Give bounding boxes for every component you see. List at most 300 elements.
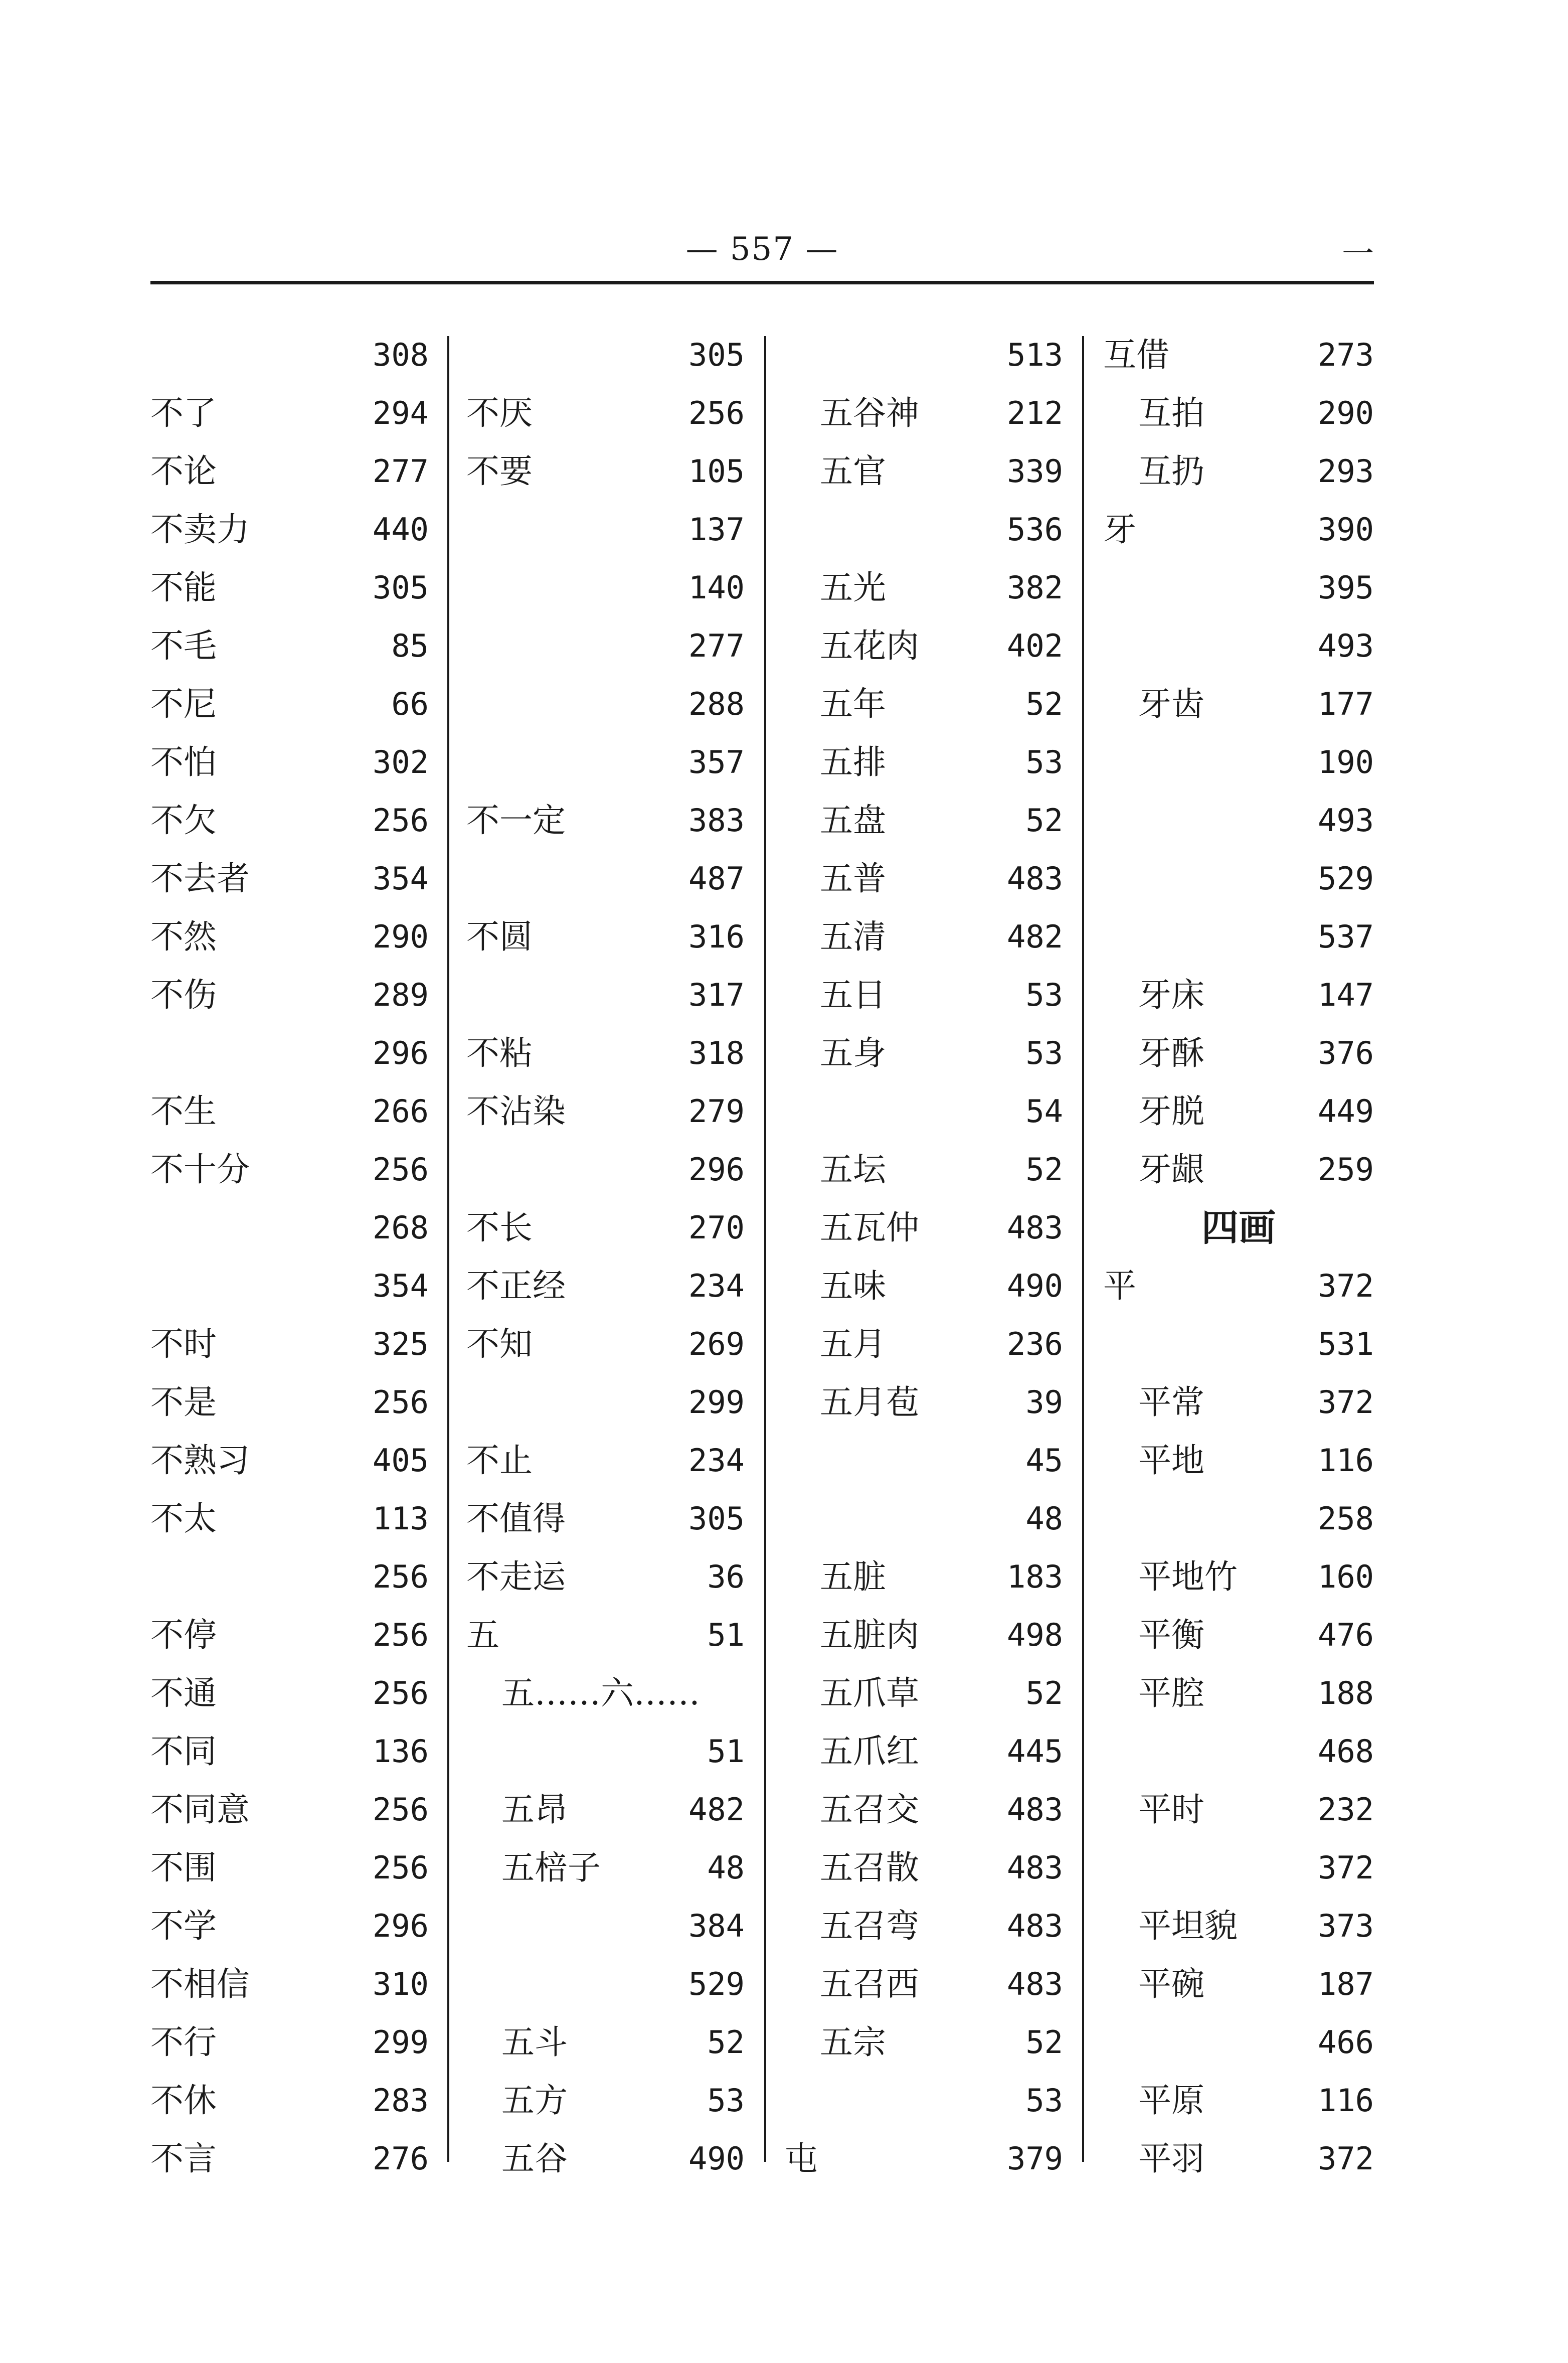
entry-page-number: 373 <box>1318 1908 1374 1944</box>
entry-page-number: 147 <box>1318 977 1374 1013</box>
entry-page-number: 45 <box>1025 1442 1063 1479</box>
entry-term: 不学 <box>150 1907 217 1945</box>
entry-term: 五普 <box>820 859 886 898</box>
index-entry <box>466 1955 745 2013</box>
index-entry <box>466 792 745 850</box>
index-entry <box>1103 1548 1374 1606</box>
section-heading-text: 四画 <box>1201 1206 1276 1249</box>
index-entry <box>466 1897 745 1955</box>
index-entry <box>150 1897 429 1955</box>
entry-page-number: 290 <box>373 918 429 955</box>
entry-term: 五召交 <box>820 1790 919 1829</box>
entry-term: 不粘 <box>466 1034 533 1072</box>
entry-page-number: 483 <box>1007 1966 1063 2002</box>
index-entry <box>466 966 745 1024</box>
entry-term: 平坦貌 <box>1138 1907 1238 1945</box>
entry-page-number: 483 <box>1007 1849 1063 1886</box>
entry-term: 五瓦仲 <box>820 1208 919 1247</box>
entry-page-number: 105 <box>688 453 745 490</box>
entry-term: 五召散 <box>820 1848 919 1887</box>
index-entry <box>150 1839 429 1897</box>
entry-term: 不值得 <box>466 1499 566 1538</box>
entry-term: 不走运 <box>466 1557 566 1596</box>
entry-term: 平原 <box>1138 2081 1204 2120</box>
entry-term: 五日 <box>820 976 886 1014</box>
entry-page-number: 116 <box>1318 2082 1374 2119</box>
index-entry <box>1103 1373 1374 1432</box>
index-entry <box>150 1315 429 1373</box>
index-entry <box>1103 1839 1374 1897</box>
entry-page-number: 296 <box>373 1908 429 1944</box>
entry-page-number: 468 <box>1318 1733 1374 1770</box>
entry-page-number: 536 <box>1007 511 1063 548</box>
index-entry <box>785 1024 1063 1082</box>
index-entry <box>466 1373 745 1432</box>
entry-term: 五昂 <box>501 1790 568 1829</box>
index-entry <box>150 675 429 733</box>
index-entry <box>466 1839 745 1897</box>
index-entry <box>150 1548 429 1606</box>
entry-page-number: 294 <box>373 395 429 431</box>
index-entry <box>150 1664 429 1722</box>
entry-page-number: 482 <box>688 1791 745 1828</box>
index-entry <box>1103 1257 1374 1315</box>
index-entry <box>150 1490 429 1548</box>
entry-term: 不相信 <box>150 1965 250 2003</box>
index-entry <box>1103 1141 1374 1199</box>
entry-term: 不能 <box>150 568 217 607</box>
entry-page-number: 395 <box>1318 569 1374 606</box>
column-divider <box>764 336 766 2162</box>
index-entry <box>1103 2072 1374 2130</box>
entry-page-number: 305 <box>688 1500 745 1537</box>
index-column-4 <box>1103 326 1374 2178</box>
entry-page-number: 277 <box>688 627 745 664</box>
entry-term: 不怕 <box>150 743 217 781</box>
entry-term: 五宗 <box>820 2023 886 2062</box>
index-entry <box>150 1199 429 1257</box>
entry-page-number: 256 <box>373 1849 429 1886</box>
entry-page-number: 466 <box>1318 2024 1374 2061</box>
index-entry <box>466 559 745 617</box>
entry-term: 牙床 <box>1138 976 1204 1014</box>
entry-term: 平羽 <box>1138 2139 1204 2178</box>
entry-page-number: 256 <box>373 802 429 839</box>
entry-page-number: 283 <box>373 2082 429 2119</box>
entry-term: 五脏 <box>820 1557 886 1596</box>
page-number: — 557 — <box>685 231 839 268</box>
index-entry <box>150 1955 429 2013</box>
entry-term: 不是 <box>150 1383 217 1422</box>
index-entry <box>466 1257 745 1315</box>
index-entry <box>466 1606 745 1664</box>
index-entry <box>466 384 745 442</box>
entry-page-number: 476 <box>1318 1617 1374 1653</box>
index-entry <box>150 1432 429 1490</box>
entry-page-number: 305 <box>373 569 429 606</box>
index-entry <box>1103 1781 1374 1839</box>
entry-term: 不时 <box>150 1325 217 1363</box>
entry-page-number: 308 <box>373 337 429 373</box>
entry-term: 不伤 <box>150 976 217 1014</box>
index-entry <box>785 617 1063 675</box>
entry-page-number: 256 <box>373 1675 429 1711</box>
index-entry <box>785 2130 1063 2188</box>
entry-page-number: 299 <box>373 2024 429 2061</box>
entry-term: 牙酥 <box>1138 1034 1204 1072</box>
index-entry <box>785 1257 1063 1315</box>
index-entry <box>785 1141 1063 1199</box>
index-entry <box>466 2072 745 2130</box>
entry-page-number: 113 <box>373 1500 429 1537</box>
entry-term: 五味 <box>820 1267 886 1305</box>
entry-term: 牙龈 <box>1138 1150 1204 1189</box>
index-entry <box>466 1490 745 1548</box>
entry-page-number: 258 <box>1318 1500 1374 1537</box>
entry-page-number: 53 <box>1025 1035 1063 1071</box>
entry-page-number: 382 <box>1007 569 1063 606</box>
index-entry <box>785 675 1063 733</box>
entry-term: 不言 <box>150 2139 217 2178</box>
entry-page-number: 483 <box>1007 860 1063 897</box>
index-entry <box>1103 1606 1374 1664</box>
entry-term: 五排 <box>820 743 886 781</box>
entry-page-number: 48 <box>1025 1500 1063 1537</box>
entry-page-number: 160 <box>1318 1558 1374 1595</box>
entry-term: 五年 <box>820 685 886 723</box>
entry-page-number: 325 <box>373 1326 429 1362</box>
index-entry <box>150 617 429 675</box>
entry-page-number: 39 <box>1025 1384 1063 1421</box>
index-entry <box>466 2013 745 2072</box>
entry-term: 不毛 <box>150 626 217 665</box>
index-entry <box>466 1432 745 1490</box>
index-entry <box>150 326 429 384</box>
index-entry <box>1103 1082 1374 1141</box>
entry-page-number: 302 <box>373 744 429 780</box>
entry-page-number: 529 <box>1318 860 1374 897</box>
column-divider <box>447 336 449 2162</box>
entry-page-number: 531 <box>1318 1326 1374 1362</box>
header-rule <box>150 281 1374 284</box>
index-column-1 <box>150 326 429 2178</box>
entry-page-number: 310 <box>373 1966 429 2002</box>
index-entry <box>1103 1897 1374 1955</box>
index-entry <box>1103 1664 1374 1722</box>
entry-page-number: 379 <box>1007 2140 1063 2177</box>
index-entry <box>466 1082 745 1141</box>
entry-page-number: 493 <box>1318 627 1374 664</box>
entry-term: 不欠 <box>150 801 217 840</box>
entry-page-number: 256 <box>373 1558 429 1595</box>
entry-page-number: 493 <box>1318 802 1374 839</box>
entry-term: 不行 <box>150 2023 217 2062</box>
entry-page-number: 256 <box>373 1151 429 1188</box>
entry-page-number: 318 <box>688 1035 745 1071</box>
index-entry <box>785 1722 1063 1781</box>
entry-page-number: 372 <box>1318 1384 1374 1421</box>
index-entry <box>150 966 429 1024</box>
index-entry <box>150 1082 429 1141</box>
index-entry <box>785 1432 1063 1490</box>
index-entry <box>150 559 429 617</box>
entry-page-number: 187 <box>1318 1966 1374 2002</box>
index-entry <box>785 326 1063 384</box>
entry-page-number: 449 <box>1318 1093 1374 1130</box>
index-entry <box>785 1373 1063 1432</box>
entry-page-number: 354 <box>373 1268 429 1304</box>
entry-page-number: 140 <box>688 569 745 606</box>
entry-page-number: 234 <box>688 1442 745 1479</box>
entry-term: 平时 <box>1138 1790 1204 1829</box>
entry-term: 五斗 <box>501 2023 568 2062</box>
index-entry <box>1103 442 1374 501</box>
entry-term: 五谷神 <box>820 394 919 432</box>
index-entry <box>466 1315 745 1373</box>
entry-page-number: 53 <box>707 2082 745 2119</box>
index-entry <box>785 442 1063 501</box>
entry-page-number: 383 <box>688 802 745 839</box>
entry-page-number: 317 <box>688 977 745 1013</box>
entry-term: 不正经 <box>466 1267 566 1305</box>
entry-page-number: 259 <box>1318 1151 1374 1188</box>
entry-term: 五 <box>466 1616 499 1654</box>
entry-page-number: 288 <box>688 686 745 722</box>
entry-page-number: 372 <box>1318 2140 1374 2177</box>
entry-term: 不止 <box>466 1441 533 1480</box>
entry-page-number: 273 <box>1318 337 1374 373</box>
index-entry <box>785 1781 1063 1839</box>
entry-page-number: 483 <box>1007 1209 1063 1246</box>
section-heading <box>1103 1199 1374 1257</box>
entry-term: 不了 <box>150 394 217 432</box>
index-entry <box>1103 326 1374 384</box>
entry-page-number: 290 <box>1318 395 1374 431</box>
entry-page-number: 357 <box>688 744 745 780</box>
index-entry <box>1103 792 1374 850</box>
entry-page-number: 269 <box>688 1326 745 1362</box>
entry-page-number: 296 <box>688 1151 745 1188</box>
entry-page-number: 256 <box>373 1791 429 1828</box>
index-entry <box>1103 1024 1374 1082</box>
entry-term: 牙齿 <box>1138 685 1204 723</box>
index-entry <box>785 1606 1063 1664</box>
index-entry <box>150 442 429 501</box>
entry-term: 平地竹 <box>1138 1557 1238 1596</box>
entry-term: 牙脱 <box>1138 1092 1204 1131</box>
index-entry <box>1103 1315 1374 1373</box>
entry-term: 不厌 <box>466 394 533 432</box>
entry-term: 互扔 <box>1138 452 1204 491</box>
index-entry <box>1103 501 1374 559</box>
entry-page-number: 234 <box>688 1268 745 1304</box>
index-entry <box>150 1722 429 1781</box>
index-entry <box>785 1955 1063 2013</box>
entry-page-number: 384 <box>688 1908 745 1944</box>
entry-page-number: 52 <box>707 2024 745 2061</box>
entry-term: 不同 <box>150 1732 217 1771</box>
index-entry <box>785 733 1063 792</box>
entry-term: 不圆 <box>466 917 533 956</box>
entry-term: 不知 <box>466 1325 533 1363</box>
index-entry <box>466 617 745 675</box>
index-entry <box>1103 1955 1374 2013</box>
index-entry <box>466 1199 745 1257</box>
entry-term: 不卖力 <box>150 510 250 549</box>
entry-page-number: 51 <box>707 1617 745 1653</box>
index-entry <box>150 1141 429 1199</box>
entry-page-number: 354 <box>373 860 429 897</box>
entry-term: 互借 <box>1103 336 1169 374</box>
index-entry <box>785 966 1063 1024</box>
entry-page-number: 372 <box>1318 1849 1374 1886</box>
entry-page-number: 529 <box>688 1966 745 2002</box>
entry-page-number: 276 <box>373 2140 429 2177</box>
entry-page-number: 53 <box>1025 2082 1063 2119</box>
entry-term: 不太 <box>150 1499 217 1538</box>
entry-term: 不论 <box>150 452 217 491</box>
entry-page-number: 270 <box>688 1209 745 1246</box>
index-entry <box>1103 384 1374 442</box>
entry-term: 牙 <box>1103 510 1136 549</box>
entry-term: 五身 <box>820 1034 886 1072</box>
entry-page-number: 54 <box>1025 1093 1063 1130</box>
index-entry <box>466 2130 745 2188</box>
entry-page-number: 376 <box>1318 1035 1374 1071</box>
entry-page-number: 490 <box>1007 1268 1063 1304</box>
index-entry <box>150 1257 429 1315</box>
entry-term: 平碗 <box>1138 1965 1204 2003</box>
entry-term: 不尼 <box>150 685 217 723</box>
entry-term: 不十分 <box>150 1150 250 1189</box>
entry-page-number: 256 <box>373 1384 429 1421</box>
entry-page-number: 53 <box>1025 744 1063 780</box>
entry-page-number: 305 <box>688 337 745 373</box>
index-entry <box>150 1606 429 1664</box>
entry-page-number: 440 <box>373 511 429 548</box>
index-entry <box>785 792 1063 850</box>
entry-page-number: 51 <box>707 1733 745 1770</box>
entry-page-number: 277 <box>373 453 429 490</box>
index-entry <box>150 908 429 966</box>
index-entry <box>466 1024 745 1082</box>
index-entry <box>466 850 745 908</box>
entry-page-number: 85 <box>391 627 429 664</box>
index-entry <box>150 2130 429 2188</box>
index-entry <box>785 1199 1063 1257</box>
entry-page-number: 137 <box>688 511 745 548</box>
entry-page-number: 372 <box>1318 1268 1374 1304</box>
entry-page-number: 53 <box>1025 977 1063 1013</box>
entry-term: 不休 <box>150 2081 217 2120</box>
entry-term: 五……六…… <box>501 1674 700 1712</box>
index-entry <box>1103 675 1374 733</box>
index-entry <box>466 733 745 792</box>
entry-term: 不通 <box>150 1674 217 1712</box>
entry-page-number: 390 <box>1318 511 1374 548</box>
entry-term: 不熟习 <box>150 1441 250 1480</box>
entry-page-number: 256 <box>373 1617 429 1653</box>
entry-page-number: 513 <box>1007 337 1063 373</box>
entry-page-number: 296 <box>373 1035 429 1071</box>
entry-term: 不同意 <box>150 1790 250 1829</box>
index-entry <box>1103 1432 1374 1490</box>
index-entry <box>785 850 1063 908</box>
entry-term: 互拍 <box>1138 394 1204 432</box>
entry-term: 不要 <box>466 452 533 491</box>
entry-page-number: 482 <box>1007 918 1063 955</box>
entry-page-number: 289 <box>373 977 429 1013</box>
index-entry <box>150 792 429 850</box>
entry-term: 五盘 <box>820 801 886 840</box>
entry-term: 五坛 <box>820 1150 886 1189</box>
entry-term: 不生 <box>150 1092 217 1131</box>
entry-term: 五棓子 <box>501 1848 601 1887</box>
entry-page-number: 48 <box>707 1849 745 1886</box>
entry-term: 五月苞 <box>820 1383 919 1422</box>
page-header <box>150 221 1374 281</box>
entry-term: 五谷 <box>501 2139 568 2178</box>
index-entry <box>785 1315 1063 1373</box>
entry-page-number: 490 <box>688 2140 745 2177</box>
entry-page-number: 483 <box>1007 1908 1063 1944</box>
index-entry <box>150 733 429 792</box>
entry-page-number: 212 <box>1007 395 1063 431</box>
index-entry <box>785 1082 1063 1141</box>
entry-term: 屯 <box>785 2139 818 2178</box>
index-entry <box>1103 966 1374 1024</box>
index-entry <box>150 501 429 559</box>
entry-term: 不停 <box>150 1616 217 1654</box>
index-column-3 <box>785 326 1063 2178</box>
entry-page-number: 405 <box>373 1442 429 1479</box>
index-entry <box>785 908 1063 966</box>
entry-term: 不沾染 <box>466 1092 566 1131</box>
index-entry <box>785 559 1063 617</box>
index-entry <box>466 1722 745 1781</box>
entry-term: 五花肉 <box>820 626 919 665</box>
index-entry <box>466 1141 745 1199</box>
entry-term: 五月 <box>820 1325 886 1363</box>
index-entry <box>150 384 429 442</box>
entry-term: 平 <box>1103 1267 1136 1305</box>
index-entry <box>466 1781 745 1839</box>
entry-page-number: 487 <box>688 860 745 897</box>
entry-page-number: 36 <box>707 1558 745 1595</box>
index-entry <box>150 850 429 908</box>
entry-page-number: 483 <box>1007 1791 1063 1828</box>
entry-page-number: 136 <box>373 1733 429 1770</box>
entry-page-number: 498 <box>1007 1617 1063 1653</box>
entry-page-number: 339 <box>1007 453 1063 490</box>
entry-page-number: 52 <box>1025 1151 1063 1188</box>
index-entry <box>466 442 745 501</box>
entry-page-number: 177 <box>1318 686 1374 722</box>
entry-page-number: 52 <box>1025 802 1063 839</box>
entry-term: 五召西 <box>820 1965 919 2003</box>
index-entry <box>785 2072 1063 2130</box>
entry-page-number: 66 <box>391 686 429 722</box>
running-head: 一 <box>1342 236 1374 273</box>
entry-page-number: 293 <box>1318 453 1374 490</box>
entry-term: 平衡 <box>1138 1616 1204 1654</box>
index-entry <box>466 1548 745 1606</box>
entry-term: 平腔 <box>1138 1674 1204 1712</box>
index-entry <box>1103 2130 1374 2188</box>
entry-page-number: 52 <box>1025 1675 1063 1711</box>
index-entry <box>150 2072 429 2130</box>
index-entry <box>785 1490 1063 1548</box>
